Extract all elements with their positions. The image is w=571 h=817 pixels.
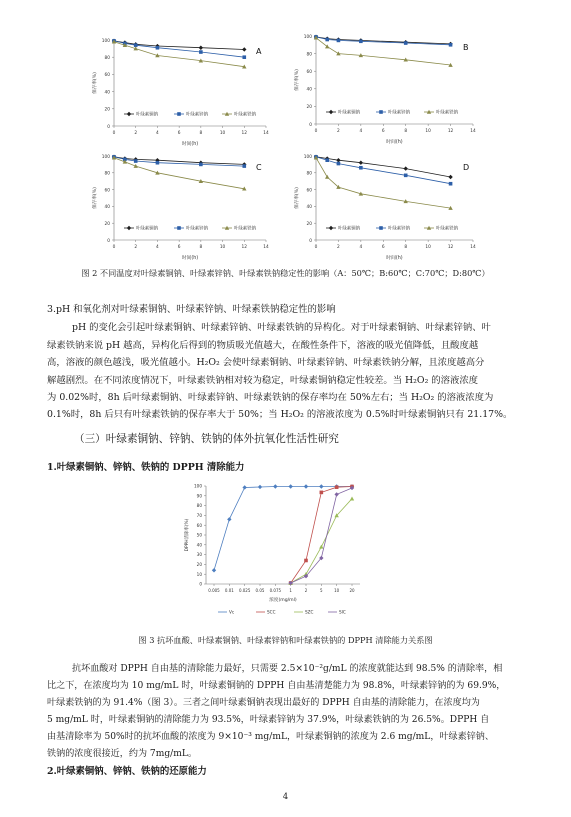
para-line: 叶绿素铁钠的为 91.4%（图 3）。三者之间叶绿素铜钠表现出最好的 DPPH 自由基的清除能力，在浓度均为 [47,698,480,708]
x-tick-label: 4 [156,131,159,136]
x-tick-label: 12 [447,245,454,250]
data-point [199,163,203,167]
para-line: 抗坏血酸对 DPPH 自由基的清除能力最好，只需要 2.5×10⁻²g/mL 的浓度就能达到 98.5% 的清除率，相 [72,664,503,674]
legend-label: 叶绿素铜钠 [136,226,158,232]
legend-label: SZC [305,609,314,615]
series-line [214,487,352,571]
y-tick-label: 100 [303,34,312,40]
plot-area [91,154,269,261]
data-point [127,226,131,230]
legend-label: 叶绿素铜钠 [136,112,158,118]
panel-letter: A [256,47,262,56]
series-line [291,487,352,584]
x-tick-label: 12 [241,131,248,136]
series-line [291,488,352,583]
section3-title: （三）叶绿素铜钠、锌钠、铁钠的体外抗氧化性活性研究 [74,433,339,445]
data-point [227,517,231,521]
para-line: 由基清除率为 50%时的抗坏血酸的浓度为 9×10⁻³ mg/mL，叶绿素铜钠的浓度为 2.6 mg/mL，叶绿素锌钠、 [47,732,494,742]
x-tick-label: 8 [404,245,408,250]
x-tick-label: 4 [359,245,363,250]
y-tick-label: 20 [306,222,312,227]
y-tick-label: 60 [104,188,110,194]
y-tick-label: 10 [196,571,202,577]
y-tick-label: 80 [196,503,202,509]
para-line: pH 的变化会引起叶绿素铜钠、叶绿素锌钠、叶绿素铁钠的异构化。对于叶绿素铜钠、叶绿素锌钠、叶 [72,322,491,333]
y-tick-label: 40 [306,205,312,211]
y-tick-label: 0 [199,581,202,587]
y-tick-label: 60 [306,70,312,75]
data-point [319,545,323,549]
series-line [316,157,451,177]
series-line [316,37,451,45]
plot-area [293,154,476,261]
series-line [114,42,244,67]
data-point [127,112,131,116]
data-point [325,175,329,179]
x-tick-label: 10 [219,245,226,250]
x-tick-label: 8 [404,129,408,134]
data-point [350,497,354,501]
para-line: 为 0.02%时，8h 后叶绿素铜钠、叶绿素锌钠、叶绿素铁钠的保存率均在 50%左右；当 H₂O₂ 的溶液浓度为 [47,392,494,403]
x-tick-label: 10 [334,588,340,593]
x-tick-label: 0.075 [269,588,282,593]
data-point [242,55,246,59]
y-tick-label: 40 [104,90,110,96]
data-point [329,226,333,230]
x-axis-label: 浓度(mg/ml) [269,598,297,603]
x-tick-label: 0.025 [238,588,251,593]
panel-letter: B [463,43,469,52]
data-point [379,226,383,230]
y-tick-label: 50 [196,532,202,538]
data-point [288,484,292,488]
y-tick-label: 20 [104,107,110,113]
legend-label: 叶绿素铁钠 [436,226,458,232]
x-tick-label: 14 [470,129,476,134]
data-point [325,38,329,42]
y-tick-label: 80 [306,52,312,58]
figure2-panel-b [290,26,485,146]
y-tick-label: 20 [196,562,202,567]
legend-label: 叶绿素锌钠 [186,112,208,118]
para-line: 绿素铁钠来说 pH 越高，异构化后得到的物质吸光值越大，在酸性条件下，溶液的吸光值降低，且酸度越 [47,340,479,351]
panel-letter: D [463,163,470,172]
x-tick-label: 0 [112,131,116,136]
x-tick-label: 1 [289,588,292,593]
y-tick-label: 90 [196,493,202,499]
legend-label: SIC [339,609,346,615]
x-axis-label: 时间(h) [386,256,403,261]
x-tick-label: 8 [199,131,203,136]
x-tick-label: 8 [199,245,203,250]
y-axis-label: 保存率(%) [295,187,300,209]
figure2-caption: 图 2 不同温度对叶绿素铜钠、叶绿素锌钠、叶绿素铁钠稳定性的影响（A：50℃；B:60℃；C:70℃；D:80℃） [81,268,490,278]
x-tick-label: 2 [304,588,308,593]
y-tick-label: 0 [309,122,312,128]
y-tick-label: 60 [306,188,312,194]
y-tick-label: 80 [306,171,312,177]
figure3-caption: 图 3 抗坏血酸、叶绿素铜钠、叶绿素锌钠和叶绿素铁钠的 DPPH 清除能力关系图 [138,635,433,645]
x-tick-label: 14 [263,131,269,136]
x-tick-label: 6 [381,245,385,250]
data-point [156,46,160,50]
x-tick-label: 0.005 [208,588,220,593]
x-tick-label: 10 [425,129,431,134]
data-point [325,158,329,162]
data-point [156,161,160,165]
data-point [212,568,216,572]
legend-label: Vc [229,609,235,615]
data-point [379,110,383,114]
series-line [114,158,244,189]
x-axis-label: 时间(h) [386,140,403,145]
para-line: 0.1%时，8h 后只有叶绿素铁钠的保存率大于 50%；当 H₂O₂ 的溶液浓度为 0.5%时叶绿素铜钠只有 21.17%。 [47,409,513,420]
x-tick-label: 12 [241,245,248,250]
data-point [404,41,408,45]
x-tick-label: 0.01 [224,588,234,593]
plot-area [91,38,269,147]
panel-letter: C [256,163,262,172]
x-axis-label: 时间(h) [181,142,199,147]
data-point [404,166,408,170]
x-tick-label: 2 [134,131,138,136]
data-point [242,47,246,51]
reduce-heading: 2.叶绿素铜钠、锌钠、铁钠的还原能力 [47,766,207,777]
data-point [334,492,338,496]
y-tick-label: 80 [104,56,110,61]
data-point [177,112,181,116]
y-tick-label: 100 [101,38,110,44]
section-ph-heading: 3.pH 和氧化剂对叶绿素铜钠、叶绿素锌钠、叶绿素铁钠稳定性的影响 [47,304,336,315]
y-tick-label: 100 [194,483,202,489]
legend-label: SCC [267,609,276,615]
data-point [242,164,246,168]
y-axis-label: 保存率(%) [93,72,98,94]
page-number: 4 [282,792,289,802]
x-tick-label: 0.05 [255,588,265,593]
y-tick-label: 0 [107,124,110,130]
para-line: 铁钠的浓度很接近，约为 7mg/mL。 [47,749,197,759]
data-point [320,491,324,495]
x-tick-label: 6 [177,131,181,136]
x-tick-label: 6 [381,129,385,134]
data-point [359,39,363,43]
x-axis-label: 时间(h) [181,256,199,261]
legend-label: 叶绿素铁钠 [234,226,256,232]
x-tick-label: 20 [349,588,355,593]
plot-area [293,34,476,145]
legend-label: 叶绿素铁钠 [436,110,458,116]
y-tick-label: 80 [104,171,110,177]
y-tick-label: 60 [196,522,202,528]
data-point [258,485,262,489]
x-tick-label: 2 [337,129,340,134]
x-tick-label: 10 [219,131,226,136]
legend-label: 叶绿素锌钠 [388,110,410,116]
dpph-heading: 1.叶绿素铜钠、锌钠、铁钠的 DPPH 清除能力 [47,462,245,473]
y-tick-label: 30 [196,552,202,558]
y-tick-label: 40 [104,205,110,211]
y-tick-label: 70 [196,513,202,518]
figure2-panel-a [88,30,278,148]
data-point [134,159,138,163]
data-point [335,485,339,489]
y-tick-label: 40 [196,542,202,548]
data-point [199,46,203,50]
y-tick-label: 100 [101,154,110,160]
data-point [273,484,277,488]
data-point [404,174,408,178]
data-point [448,175,452,179]
x-tick-label: 6 [177,245,181,250]
x-tick-label: 0 [112,245,116,250]
data-point [449,43,453,47]
x-tick-label: 0 [314,245,318,250]
data-point [337,39,341,43]
y-tick-label: 0 [309,238,312,244]
figure3-chart [178,480,368,622]
data-point [336,158,340,162]
data-point [329,110,333,114]
y-tick-label: 60 [104,73,110,79]
data-point [359,161,363,165]
legend-label: 叶绿素铜钠 [338,226,360,232]
series-line [291,499,352,583]
y-tick-label: 40 [306,87,312,93]
y-tick-label: 20 [104,222,110,227]
x-tick-label: 4 [359,129,363,134]
data-point [337,162,341,166]
y-axis-label: 保存率(%) [295,69,300,91]
y-tick-label: 0 [107,238,110,244]
x-tick-label: 14 [470,245,476,250]
x-tick-label: 0 [314,129,318,134]
x-tick-label: 4 [156,245,159,250]
para-line: 高，溶液的颜色越浅，吸光值越小。H₂O₂ 会使叶绿素铜钠、叶绿素锌钠、叶绿素铁钠分解，且浓度越高分 [47,357,485,368]
data-point [359,166,363,170]
legend-label: 叶绿素铜钠 [338,110,360,116]
data-point [199,50,203,54]
para-line: 比之下，在浓度均为 10 mg/mL 时，叶绿素铜钠的 DPPH 自由基清楚能力为 98.8%，叶绿素锌钠的为 69.9%， [47,681,506,691]
data-point [449,182,453,186]
x-tick-label: 2 [337,245,340,250]
x-tick-label: 12 [447,129,454,134]
legend-label: 叶绿素锌钠 [388,226,410,232]
data-point [177,226,181,230]
legend-label: 叶绿素铁钠 [234,112,256,118]
series-line [316,157,451,184]
x-tick-label: 10 [425,245,431,250]
x-tick-label: 14 [263,245,269,250]
y-tick-label: 20 [306,105,312,111]
y-axis-label: DPPH清除率(%) [185,518,190,552]
data-point [304,559,308,563]
plot-area [183,484,360,615]
para-line: 解越剧烈。在不同浓度情况下，叶绿素铁钠相对较为稳定，叶绿素铜钠稳定性较差。当 H₂O₂ 的溶液浓度 [47,375,479,386]
x-tick-label: 2 [134,245,138,250]
data-point [242,485,246,489]
data-point [304,484,308,488]
data-point [319,484,323,488]
para-line: 5 mg/mL 时，叶绿素铜钠的清除能力为 93.5%，叶绿素锌钠为 37.9%，叶绿素铁钠的为 26.5%。DPPH 自 [47,715,490,725]
y-axis-label: 保存率(%) [93,187,98,209]
x-tick-label: 5 [320,588,323,593]
y-tick-label: 100 [303,154,312,160]
figure2-panel-d [290,146,485,262]
figure2-panel-c [88,146,278,262]
legend-label: 叶绿素锌钠 [186,226,208,232]
